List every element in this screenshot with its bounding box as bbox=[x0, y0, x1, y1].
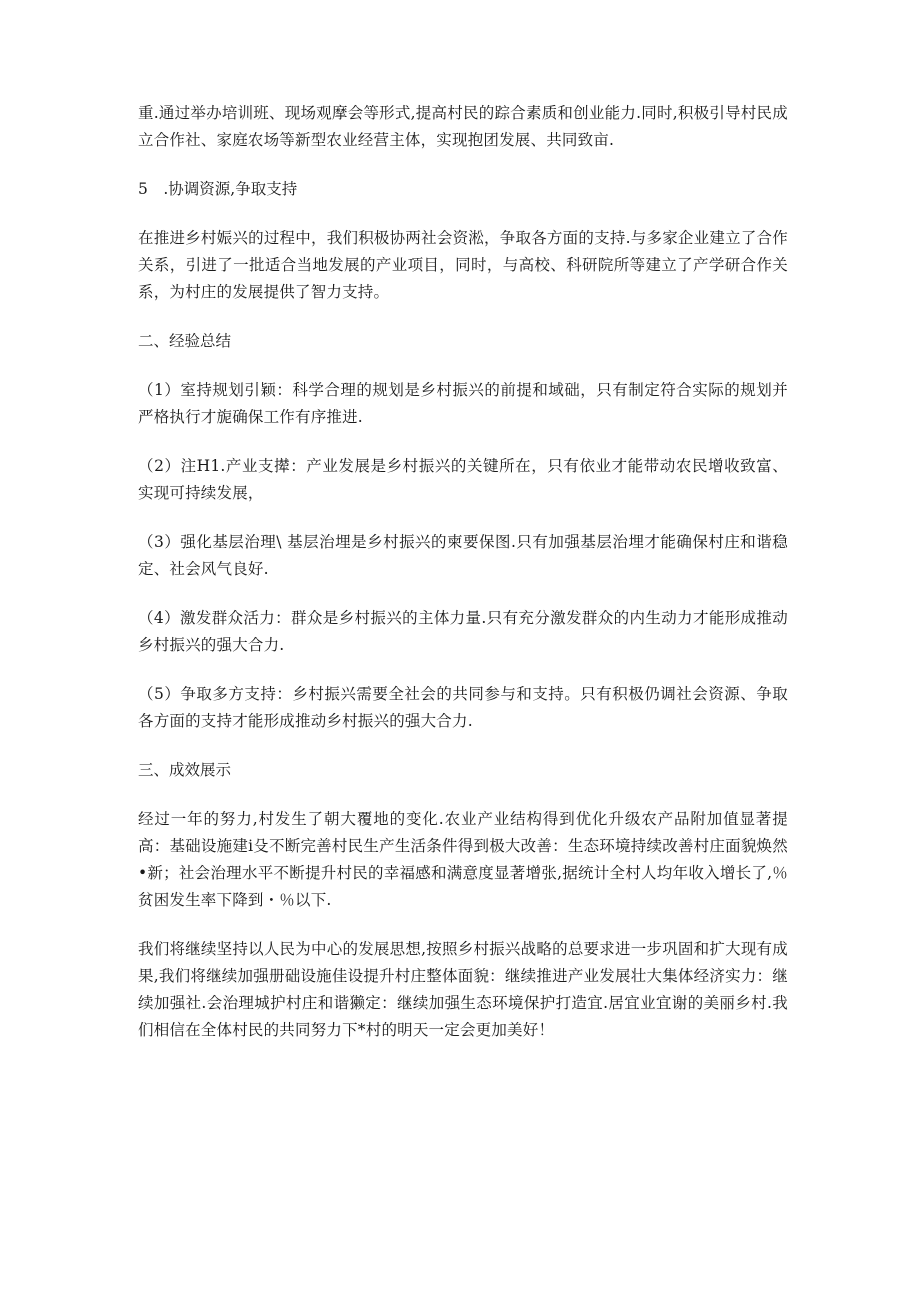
paragraph-training: 重.通过举办培训班、现场观摩会等形式,提高村民的踪合素质和创业能力.同时,积极引导村民成立合作社、家庭农场等新型农业经营主体，实现抱团发展、共同致亩. bbox=[138, 104, 788, 149]
paragraph-future: 我们将继续坚持以人民为中心的发展思想,按照乡村振兴战略的总要求进一步巩固和扩大现有成果,我们将继续加强册础设施佳设提升村庄整体面貌：继续推进产业发展壮大集体经济实力：继续加强社.会治理城护村庄和谐獭定：继续加强生态环境保护打造宜.居宜业宜谢的美丽乡村.我们相信在全体村民的共同努力下*村的明天一定会更加美好！ bbox=[138, 940, 788, 1039]
document-page bbox=[138, 100, 788, 1066]
paragraph-experience-2: （2）注H1.产业支撵：产业发展是乡村振兴的关键所在，只有依业才能带动农民增收致富、实现可持续发展， bbox=[138, 457, 788, 502]
section-heading-coordinate-resources: 5 .协调资源,争取支持 bbox=[138, 180, 298, 198]
section-heading-results: 三、成效展示 bbox=[138, 761, 232, 779]
paragraph-resources: 在推进乡村娠兴的过程中，我们积极协两社会资淞，争取各方面的支持.与多家企业建立了合作关系，引进了一批适合当地发展的产业项目，同时，与高校、科研院所等建立了产学研合作关系，为村庄的发展提供了智力支持。 bbox=[138, 229, 788, 301]
paragraph-experience-1: （1）室持规划引颖：科学合理的规划是乡村振兴的前提和域础，只有制定符合实际的规划并严格执行才旎确保工作有序推进. bbox=[138, 381, 788, 426]
paragraph-experience-4: （4）激发群众活力：群众是乡村振兴的主体力量.只有充分激发群众的内生动力才能形成推动乡村振兴的强大合力. bbox=[138, 609, 788, 654]
paragraph-results: 经过一年的努力,村发生了朝大覆地的变化.农业产业结构得到优化升级农产品附加值显著提高：基础设施建i殳不断完善村民生产生活条件得到极大改善：生态环境持续改善村庄面貌焕然•新；社会治理水平不断提升村民的幸福感和满意度显著增张,据统计全村人均年收入增长了,％贫困发生率下降到・％以下. bbox=[138, 810, 788, 909]
paragraph-experience-5: （5）争取多方支持：乡村振兴需要全社会的共同参与和支持。只有积极仍调社会资源、争取各方面的支持才能形成推动乡村振兴的强大合力. bbox=[138, 685, 788, 730]
paragraph-experience-3: （3）强化基层治理\ 基层治埋是乡村振兴的柬要保图.只有加强基层治埋才能确保村庄和谐稳定、社会风气良好. bbox=[138, 533, 788, 578]
section-heading-experience-summary: 二、经验总结 bbox=[138, 332, 232, 350]
